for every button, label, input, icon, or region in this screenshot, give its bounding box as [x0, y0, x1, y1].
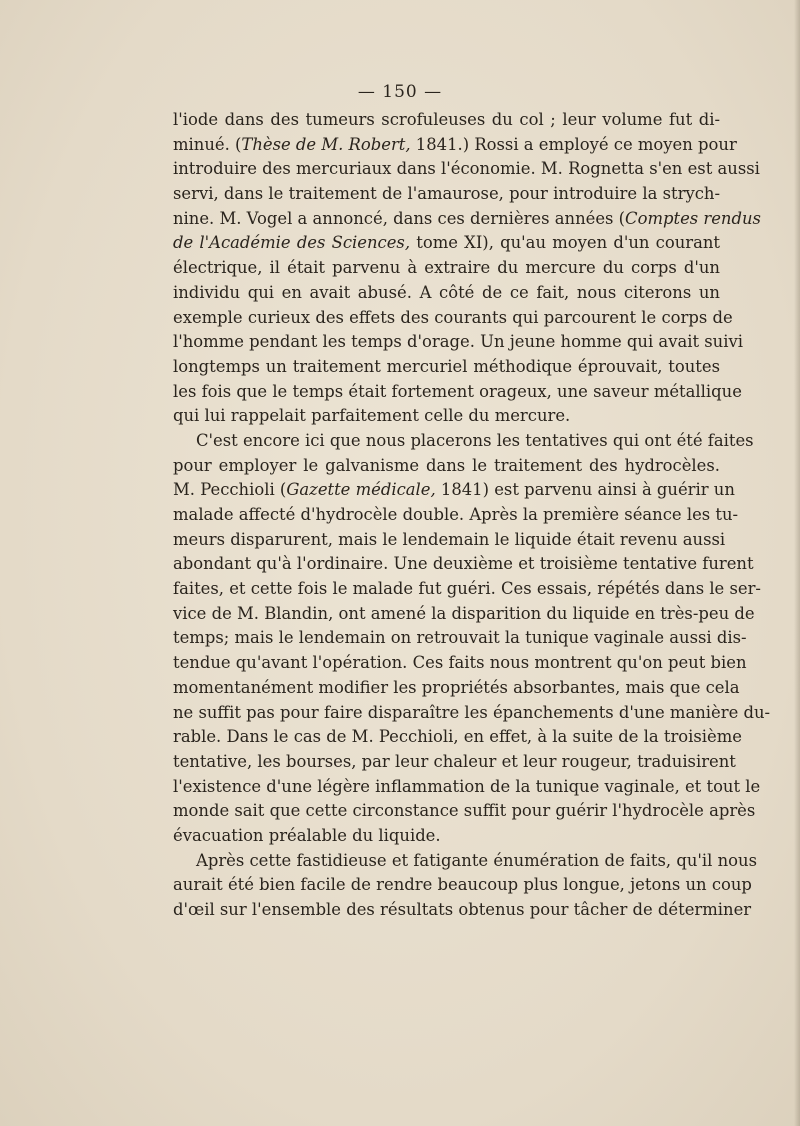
- text-line: Après cette fastidieuse et fatigante énumération de faits, qu'il nous: [196, 850, 757, 870]
- paragraph-3: [173, 849, 757, 923]
- text-line: d'œil sur l'ensemble des résultats obtenus pour tâcher de déterminer: [173, 900, 752, 919]
- text-line: tentative, les bourses, par leur chaleur et leur rougeur, traduisirent: [173, 751, 736, 771]
- text-line: les fois que le temps était fortement orageux, une saveur métallique: [173, 381, 742, 401]
- text-line: temps; mais le lendemain on retrouvait la tunique vaginale aussi dis-: [173, 628, 747, 648]
- text-line: rable. Dans le cas de M. Pecchioli, en effet, à la suite de la troisième: [173, 727, 742, 747]
- text-line: nine. M. Vogel a annoncé, dans ces dernières années (Comptes rendus: [173, 208, 761, 228]
- text-line: évacuation préalable du liquide.: [173, 825, 441, 845]
- text-line: qui lui rappelait parfaitement celle du mercure.: [173, 406, 571, 426]
- text-line: exemple curieux des effets des courants qui parcourent le corps de: [173, 307, 733, 327]
- text-line: meurs disparurent, mais le lendemain le liquide était revenu aussi: [173, 529, 726, 549]
- text-line: malade affecté d'hydrocèle double. Après la première séance les tu-: [173, 505, 739, 524]
- text-line: abondant qu'à l'ordinaire. Une deuxième et troisième tentative furent: [173, 554, 754, 574]
- text-line: momentanément modifier les propriétés absorbantes, mais que cela: [173, 677, 740, 697]
- text-line: C'est encore ici que nous placerons les tentatives qui ont été faites: [196, 430, 754, 450]
- page-number: — 150 —: [357, 82, 443, 102]
- text-line: M. Pecchioli (Gazette médicale, 1841) est parvenu ainsi à guérir un: [173, 480, 735, 500]
- paragraph-1: [173, 108, 761, 429]
- page-edge-shadow: [794, 0, 800, 1126]
- text-line: l'homme pendant les temps d'orage. Un jeune homme qui avait suivi: [173, 332, 743, 352]
- text-line: vice de M. Blandin, ont amené la disparition du liquide en très-peu de: [173, 603, 755, 623]
- paragraph-2: [173, 429, 771, 849]
- text-line: minué. (Thèse de M. Robert, 1841.) Rossi a employé ce moyen pour: [173, 134, 737, 154]
- text-line: individu qui en avait abusé. A côté de ce fait, nous citerons un: [173, 282, 720, 302]
- text-line: aurait été bien facile de rendre beaucoup plus longue, jetons un coup: [173, 875, 752, 895]
- text-line: électrique, il était parvenu à extraire du mercure du corps d'un: [173, 258, 720, 278]
- text-line: de l'Académie des Sciences, tome XI), qu'au moyen d'un courant: [173, 233, 721, 253]
- text-line: tendue qu'avant l'opération. Ces faits nous montrent qu'on peut bien: [173, 653, 747, 673]
- body-text: [173, 108, 771, 923]
- text-line: monde sait que cette circonstance suffit pour guérir l'hydrocèle après: [173, 801, 756, 821]
- text-line: introduire des mercuriaux dans l'économie. M. Rognetta s'en est aussi: [173, 159, 760, 179]
- text-line: servi, dans le traitement de l'amaurose, pour introduire la strych-: [173, 184, 720, 204]
- text-line: ne suffit pas pour faire disparaître les épanchements d'une manière du-: [173, 702, 771, 722]
- text-line: longtemps un traitement mercuriel méthodique éprouvait, toutes: [173, 356, 720, 376]
- text-line: faites, et cette fois le malade fut guéri. Ces essais, répétés dans le ser-: [173, 579, 761, 599]
- text-line: l'iode dans des tumeurs scrofuleuses du col ; leur volume fut di-: [173, 110, 720, 129]
- text-line: pour employer le galvanisme dans le traitement des hydrocèles.: [173, 455, 720, 475]
- text-line: l'existence d'une légère inflammation de la tunique vaginale, et tout le: [173, 776, 761, 796]
